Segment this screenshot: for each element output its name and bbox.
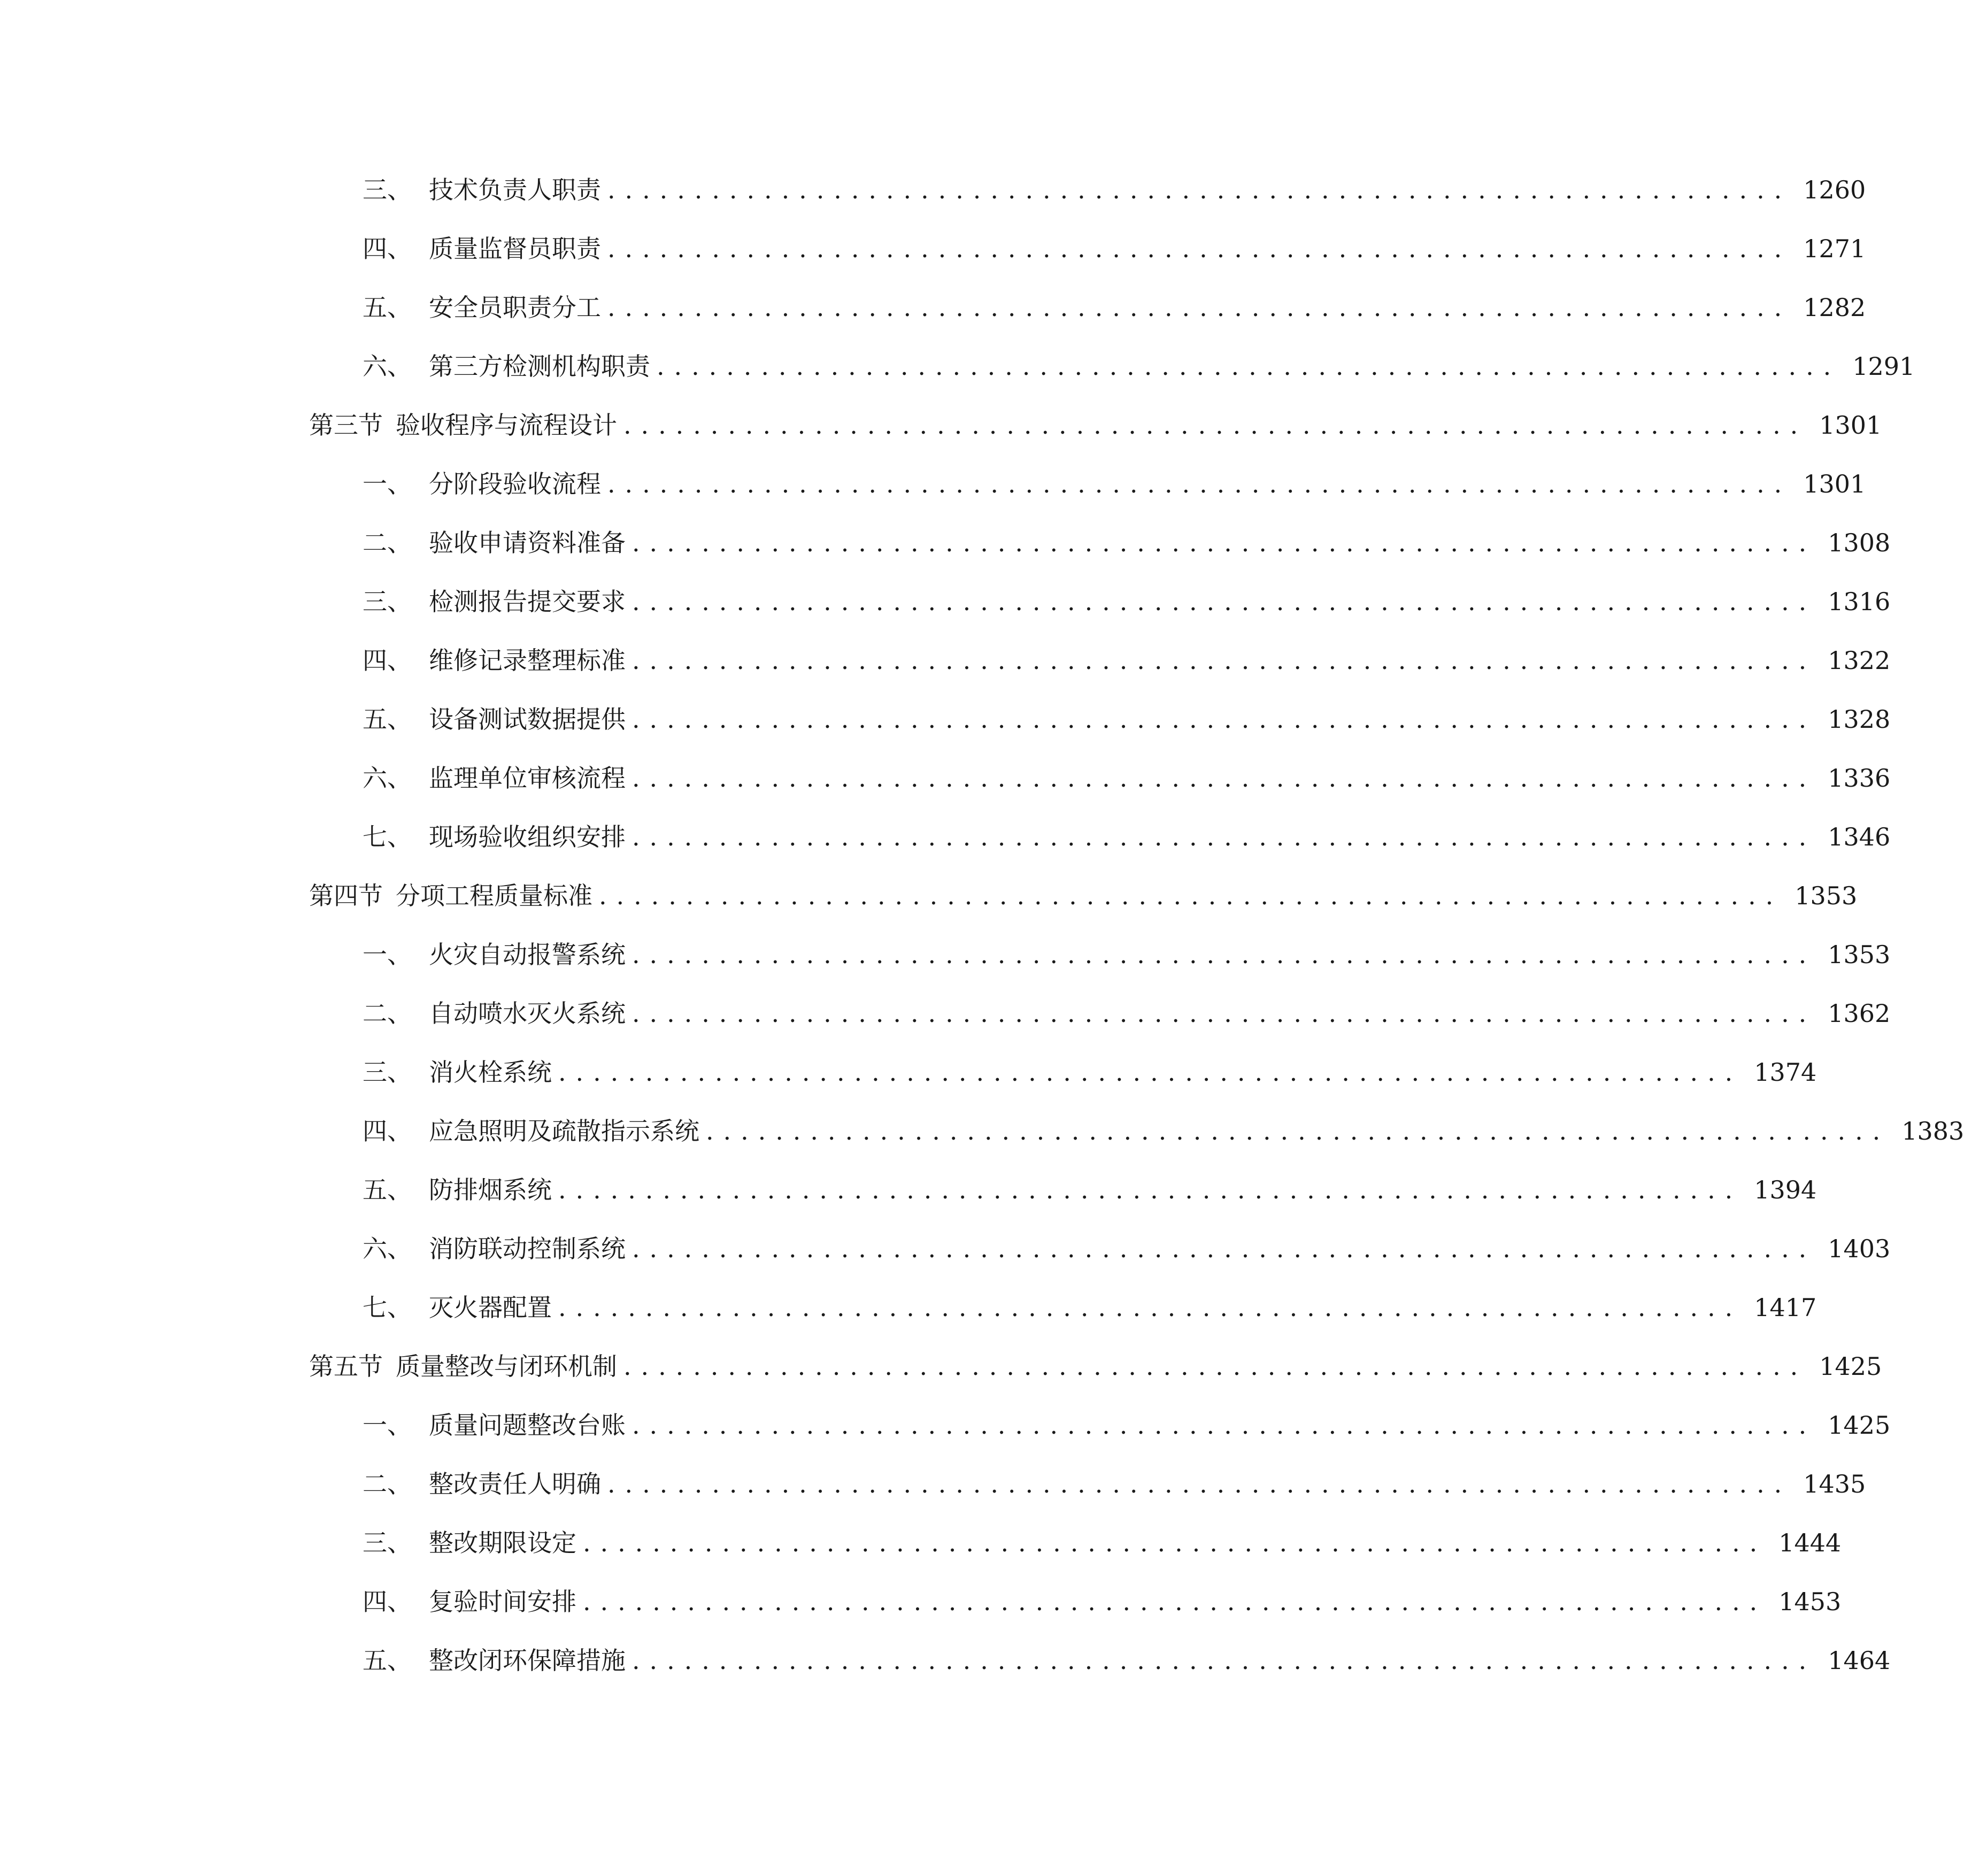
toc-entry-page: 1291 — [1852, 352, 1915, 381]
toc-entry-page: 1282 — [1803, 293, 1866, 322]
toc-entry[interactable] — [309, 278, 1866, 337]
toc-entry-page: 1308 — [1828, 528, 1891, 557]
dot-leader: .................................................................... — [607, 293, 1792, 322]
dot-leader: .................................................................... — [632, 705, 1816, 734]
toc-entry-number: 六、 — [363, 764, 412, 793]
toc-section-title: 验收程序与流程设计 — [396, 411, 617, 440]
toc-entry[interactable] — [309, 808, 1891, 866]
toc-entry-number: 二、 — [363, 1470, 412, 1498]
toc-entry-page: 1464 — [1828, 1646, 1891, 1675]
toc-entry[interactable] — [309, 572, 1891, 631]
toc-section[interactable] — [309, 866, 1858, 925]
toc-entry[interactable] — [309, 984, 1891, 1043]
toc-section-number: 第五节 — [309, 1352, 383, 1381]
toc-section[interactable] — [309, 396, 1882, 455]
dot-leader: .................................................................... — [632, 1411, 1816, 1440]
dot-leader: .................................................................... — [583, 1587, 1767, 1616]
toc-entry-number: 七、 — [363, 822, 412, 851]
toc-entry-title: 第三方检测机构职责 — [429, 352, 650, 381]
toc-entry[interactable] — [309, 1043, 1817, 1102]
dot-leader: .................................................................... — [558, 1293, 1743, 1322]
toc-entry-page: 1353 — [1828, 940, 1891, 969]
dot-leader: .................................................................... — [632, 822, 1816, 851]
toc-entry-page: 1383 — [1901, 1117, 1964, 1145]
toc-entry-title: 自动喷水灭火系统 — [429, 999, 626, 1028]
dot-leader: .................................................................... — [632, 528, 1816, 557]
dot-leader: .................................................................... — [706, 1117, 1890, 1145]
dot-leader: .................................................................... — [607, 1470, 1792, 1498]
toc-entry-title: 火灾自动报警系统 — [429, 940, 626, 969]
toc-entry[interactable] — [309, 690, 1891, 749]
toc-entry-number: 一、 — [363, 470, 412, 498]
toc-entry-title: 维修记录整理标准 — [429, 646, 626, 675]
toc-entry-page: 1435 — [1803, 1470, 1866, 1498]
toc-entry-number: 一、 — [363, 1411, 412, 1440]
toc-entry-page: 1425 — [1828, 1411, 1891, 1440]
toc-entry-number: 三、 — [363, 1058, 412, 1087]
toc-entry[interactable] — [309, 160, 1866, 219]
toc-entry-title: 整改责任人明确 — [429, 1470, 601, 1498]
toc-entry-page: 1316 — [1828, 587, 1891, 616]
toc-entry-page: 1453 — [1778, 1587, 1842, 1616]
toc-entry-page: 1362 — [1828, 999, 1891, 1028]
toc-section-page: 1301 — [1819, 411, 1882, 440]
toc-entry-number: 五、 — [363, 293, 412, 322]
toc-section-number: 第三节 — [309, 411, 383, 440]
toc-section-page: 1353 — [1794, 881, 1858, 910]
toc-entry-page: 1301 — [1803, 470, 1866, 498]
dot-leader: .................................................................... — [623, 1352, 1808, 1381]
dot-leader: .................................................................... — [607, 234, 1792, 263]
toc-entry-number: 二、 — [363, 528, 412, 557]
toc-entry-title: 分阶段验收流程 — [429, 470, 601, 498]
toc-entry[interactable] — [309, 513, 1891, 572]
toc-entry-title: 整改闭环保障措施 — [429, 1646, 626, 1675]
toc-entry-page: 1417 — [1754, 1293, 1817, 1322]
toc-entry-title: 消防联动控制系统 — [429, 1234, 626, 1263]
toc-entry-page: 1328 — [1828, 705, 1891, 734]
dot-leader: .................................................................... — [632, 646, 1816, 675]
toc-entry[interactable] — [309, 1219, 1891, 1278]
toc-entry[interactable] — [309, 631, 1891, 690]
dot-leader: .................................................................... — [607, 175, 1792, 204]
toc-section-title: 质量整改与闭环机制 — [396, 1352, 617, 1381]
toc-entry-page: 1260 — [1803, 175, 1866, 204]
toc-entry-number: 四、 — [363, 1117, 412, 1145]
toc-entry-title: 安全员职责分工 — [429, 293, 601, 322]
toc-entry[interactable] — [309, 1631, 1891, 1690]
toc-entry-number: 四、 — [363, 646, 412, 675]
toc-entry[interactable] — [309, 1455, 1866, 1513]
toc-entry[interactable] — [309, 925, 1891, 984]
toc-entry-number: 五、 — [363, 1646, 412, 1675]
toc-entry-title: 灭火器配置 — [429, 1293, 552, 1322]
toc-entry[interactable] — [309, 1278, 1817, 1337]
dot-leader: .................................................................... — [632, 999, 1816, 1028]
toc-entry-title: 防排烟系统 — [429, 1175, 552, 1204]
toc-section-page: 1425 — [1819, 1352, 1882, 1381]
toc-entry-title: 检测报告提交要求 — [429, 587, 626, 616]
dot-leader: .................................................................... — [558, 1058, 1743, 1087]
toc-entry-number: 四、 — [363, 1587, 412, 1616]
toc-entry-page: 1403 — [1828, 1234, 1891, 1263]
toc-entry-number: 六、 — [363, 352, 412, 381]
toc-section[interactable] — [309, 1337, 1882, 1396]
toc-entry-title: 整改期限设定 — [429, 1528, 576, 1557]
toc-entry-title: 复验时间安排 — [429, 1587, 576, 1616]
toc-entry-page: 1322 — [1828, 646, 1891, 675]
toc-entry-number: 三、 — [363, 1528, 412, 1557]
toc-entry-number: 七、 — [363, 1293, 412, 1322]
toc-entry-title: 质量监督员职责 — [429, 234, 601, 263]
toc-entry-title: 技术负责人职责 — [429, 175, 601, 204]
toc-entry-title: 质量问题整改台账 — [429, 1411, 626, 1440]
toc-entry[interactable] — [309, 455, 1866, 513]
toc-entry[interactable] — [309, 1396, 1891, 1455]
toc-entry-number: 二、 — [363, 999, 412, 1028]
toc-entry-title: 应急照明及疏散指示系统 — [429, 1117, 699, 1145]
toc-entry[interactable] — [309, 749, 1891, 808]
toc-entry-number: 三、 — [363, 587, 412, 616]
toc-entry-number: 五、 — [363, 1175, 412, 1204]
toc-entry-page: 1444 — [1778, 1528, 1842, 1557]
dot-leader: .................................................................... — [623, 411, 1808, 440]
toc-entry-number: 四、 — [363, 234, 412, 263]
toc-entry[interactable] — [309, 1513, 1842, 1572]
dot-leader: .................................................................... — [632, 1646, 1816, 1675]
table-of-contents — [309, 160, 1964, 1690]
toc-entry-title: 验收申请资料准备 — [429, 528, 626, 557]
toc-entry[interactable] — [309, 1160, 1817, 1219]
toc-entry-page: 1271 — [1803, 234, 1866, 263]
dot-leader: .................................................................... — [632, 764, 1816, 793]
toc-entry-page: 1346 — [1828, 822, 1891, 851]
toc-entry-number: 六、 — [363, 1234, 412, 1263]
toc-entry-page: 1336 — [1828, 764, 1891, 793]
dot-leader: .................................................................... — [632, 587, 1816, 616]
dot-leader: .................................................................... — [657, 352, 1841, 381]
dot-leader: .................................................................... — [632, 940, 1816, 969]
toc-entry-page: 1374 — [1754, 1058, 1817, 1087]
dot-leader: .................................................................... — [632, 1234, 1816, 1263]
toc-entry[interactable] — [309, 1572, 1842, 1631]
dot-leader: .................................................................... — [558, 1175, 1743, 1204]
dot-leader: .................................................................... — [607, 470, 1792, 498]
toc-entry[interactable] — [309, 219, 1866, 278]
toc-entry-number: 一、 — [363, 940, 412, 969]
toc-entry-page: 1394 — [1754, 1175, 1817, 1204]
toc-entry-title: 监理单位审核流程 — [429, 764, 626, 793]
toc-section-number: 第四节 — [309, 881, 383, 910]
toc-entry-number: 三、 — [363, 175, 412, 204]
toc-entry-title: 消火栓系统 — [429, 1058, 552, 1087]
toc-entry[interactable] — [309, 1102, 1964, 1160]
toc-entry-number: 五、 — [363, 705, 412, 734]
toc-section-title: 分项工程质量标准 — [396, 881, 592, 910]
dot-leader: .................................................................... — [599, 881, 1783, 910]
toc-entry-title: 设备测试数据提供 — [429, 705, 626, 734]
toc-entry-title: 现场验收组织安排 — [429, 822, 626, 851]
toc-entry[interactable] — [309, 337, 1915, 396]
dot-leader: .................................................................... — [583, 1528, 1767, 1557]
